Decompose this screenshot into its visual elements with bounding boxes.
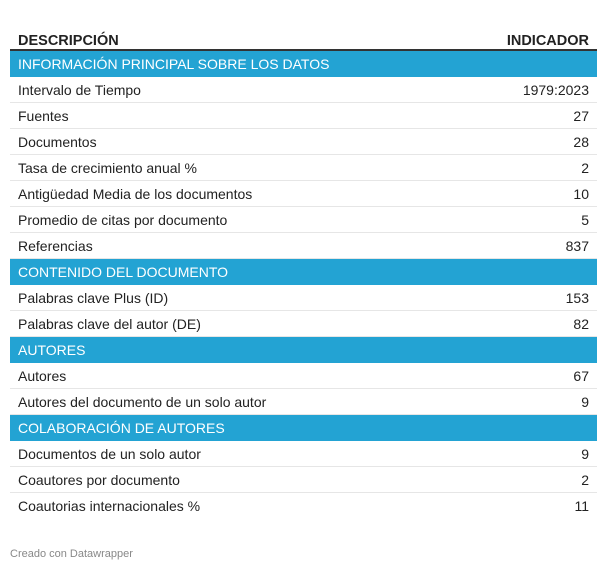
- table-row: [10, 441, 597, 467]
- table-row: [10, 389, 597, 415]
- row-label: Promedio de citas por documento: [18, 211, 228, 228]
- row-value: 2: [581, 471, 589, 488]
- section-header: CONTENIDO DEL DOCUMENTO: [10, 259, 597, 285]
- row-label: Coautores por documento: [18, 471, 180, 488]
- row-label: Fuentes: [18, 107, 69, 124]
- row-value: 27: [573, 107, 589, 124]
- row-value: 837: [565, 237, 589, 254]
- table-header: [10, 23, 597, 51]
- row-value: 9: [581, 393, 589, 410]
- row-label: Palabras clave del autor (DE): [18, 315, 201, 332]
- row-label: Intervalo de Tiempo: [18, 81, 141, 98]
- row-value: 153: [565, 289, 589, 306]
- row-label: Autores: [18, 367, 67, 384]
- table-row: [10, 363, 597, 389]
- row-label: Referencias: [18, 237, 93, 254]
- row-label: Documentos de un solo autor: [18, 445, 201, 462]
- table-row: [10, 77, 597, 103]
- section-header: COLABORACIÓN DE AUTORES: [10, 415, 597, 441]
- table-row: [10, 233, 597, 259]
- table-row: [10, 181, 597, 207]
- credit-footer: Creado con Datawrapper: [10, 548, 133, 560]
- row-value: 9: [581, 445, 589, 462]
- table-body: [10, 51, 597, 519]
- row-label: Antigüedad Media de los documentos: [18, 185, 253, 202]
- section-header: AUTORES: [10, 337, 597, 363]
- column-header-description: DESCRIPCIÓN: [18, 33, 119, 49]
- row-value: 28: [573, 133, 589, 150]
- table-row: [10, 103, 597, 129]
- row-value: 1979:2023: [522, 81, 589, 98]
- row-label: Tasa de crecimiento anual %: [18, 159, 197, 176]
- row-label: Palabras clave Plus (ID): [18, 289, 169, 306]
- row-value: 11: [574, 498, 589, 514]
- table-row: [10, 285, 597, 311]
- row-label: Documentos: [18, 133, 97, 150]
- section-header: INFORMACIÓN PRINCIPAL SOBRE LOS DATOS: [10, 51, 597, 77]
- row-value: 82: [573, 315, 589, 332]
- data-table: [10, 23, 597, 519]
- table-row: [10, 155, 597, 181]
- column-header-indicator: INDICADOR: [506, 33, 589, 49]
- table-row: [10, 207, 597, 233]
- row-label: Autores del documento de un solo autor: [18, 393, 267, 410]
- table-row: [10, 311, 597, 337]
- table-row: [10, 493, 597, 519]
- row-value: 2: [581, 159, 589, 176]
- table-row: [10, 467, 597, 493]
- row-value: 5: [581, 211, 589, 228]
- table-row: [10, 129, 597, 155]
- row-label: Coautorias internacionales %: [18, 498, 201, 514]
- row-value: 10: [573, 185, 589, 202]
- row-value: 67: [573, 367, 589, 384]
